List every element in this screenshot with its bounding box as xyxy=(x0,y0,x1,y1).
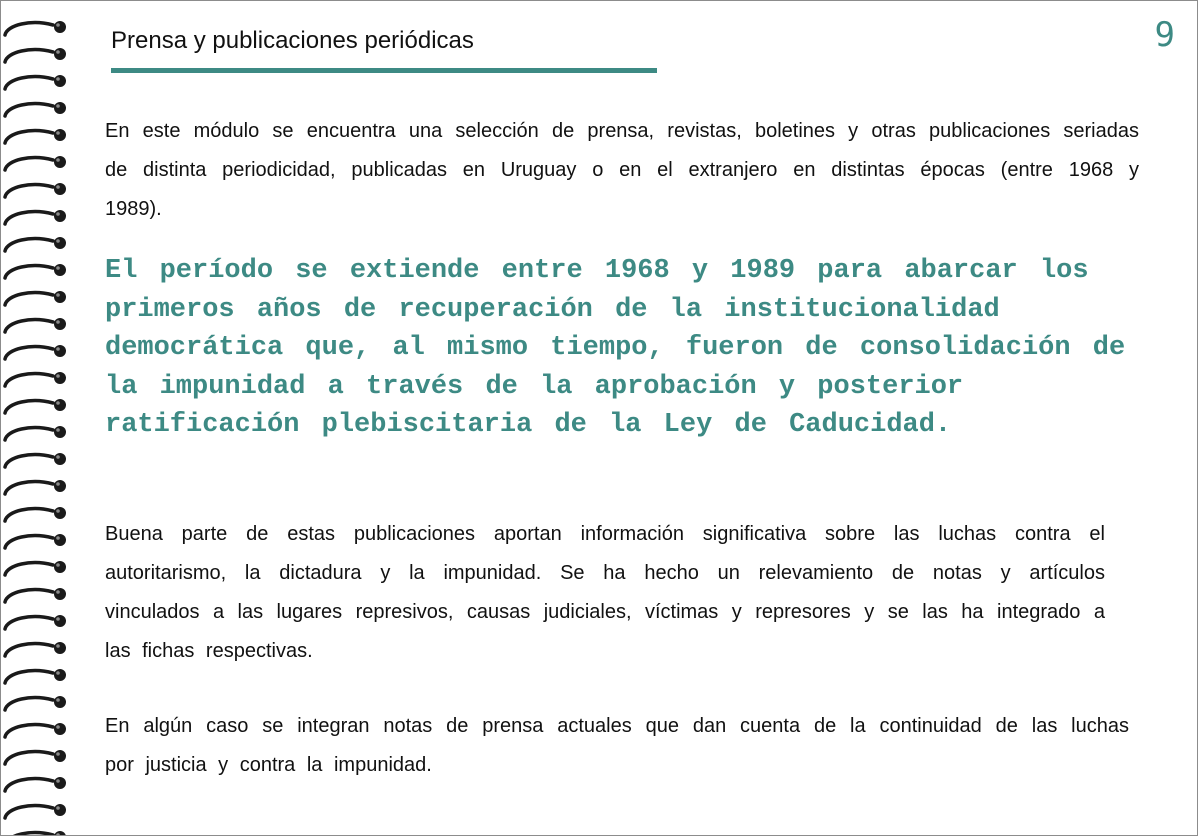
highlight-quote: El período se extiende entre 1968 y 1989 para abarcar los primeros años de recuperación de la institucionalidad democrática que, al mismo tiempo, fueron de consolidación de la impunidad a través de la aprobación y posterior ratificación plebiscitaria de la Ley de Caducidad. xyxy=(105,256,1126,440)
closing-paragraph: En algún caso se integran notas de prensa actuales que dan cuenta de la continuidad de las luchas por justicia y contra la impunidad. xyxy=(105,715,1129,776)
intro-paragraph: En este módulo se encuentra una selección de prensa, revistas, boletines y otras publicaciones seriadas de distinta periodicidad, publicadas en Uruguay o en el extranjero en distintas épocas (entre 1968 y 1989). xyxy=(105,120,1139,220)
spiral-binding-icon xyxy=(1,1,81,835)
title-underline xyxy=(111,68,657,73)
body-paragraph: Buena parte de estas publicaciones aportan información significativa sobre las luchas contra el autoritarismo, la dictadura y la impunidad. Se ha hecho un relevamiento de notas y artículos vinculados a las lugares represivos, causas judiciales, víctimas y represores y se las ha integrado a las fichas respectivas. xyxy=(105,523,1105,662)
page-number: 9 xyxy=(1154,15,1175,55)
page-title: Prensa y publicaciones periódicas xyxy=(111,27,474,54)
